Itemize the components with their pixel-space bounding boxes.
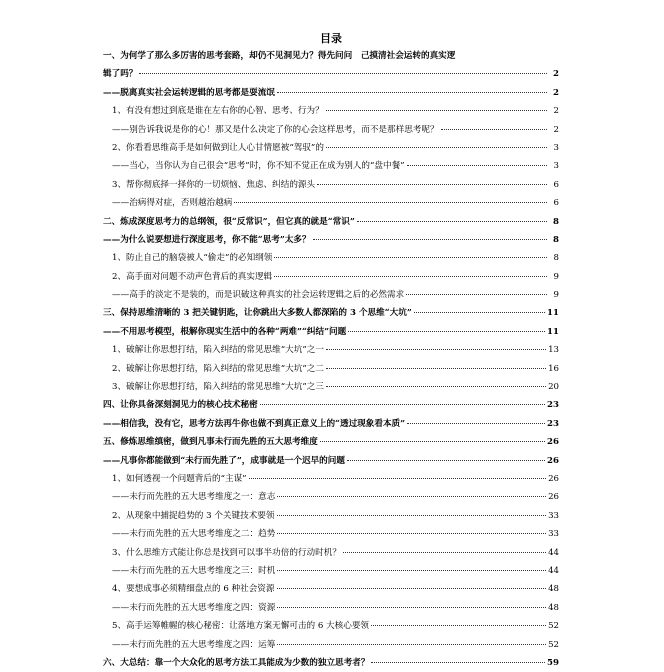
toc-page-number: 16 [548,363,559,374]
toc-page-number: 2 [553,87,559,98]
toc-entry[interactable] [103,470,559,488]
toc-entry[interactable] [103,544,559,562]
dot-leader [371,662,545,663]
toc-entry-text: 2、你看看思维高手是如何做到让人心甘情愿被“驾驭”的 [112,142,324,153]
toc-page-number: 33 [548,510,559,521]
toc-entry[interactable] [103,488,559,506]
toc-entry[interactable] [103,617,559,635]
toc-entry[interactable] [103,654,559,672]
toc-page-number: 23 [547,418,559,429]
toc-entry-text: 1、防止自己的脑袋被人“偷走”的必知纲领 [112,253,273,264]
dot-leader [139,73,547,74]
toc-entry-text: 三、保持思维清晰的 3 把关键钥匙，让你跳出大多数人都深陷的 3 个思维“大坑” [103,308,412,319]
toc-page-number: 26 [548,492,559,503]
toc-page-number: 48 [548,584,559,595]
toc-entry-text: 2、从现象中捕捉趋势的 3 个关键技术要领 [112,510,275,521]
toc-entry-text-continued: 辑了吗？ [103,69,138,80]
dot-leader [326,349,546,350]
toc-entry-text: ——未行而先胜的五大思考维度之四：运筹 [112,639,276,650]
dot-leader [277,588,547,589]
toc-entry-text: ——未行而先胜的五大思考维度之四：资源 [112,602,276,613]
dot-leader [277,515,547,516]
toc-entry[interactable] [103,452,559,470]
toc-page-number: 52 [548,621,559,632]
dot-leader [277,607,546,608]
toc-entry-text: ——相信我，没有它，思考方法再牛你也做不到真正意义上的“透过现象看本质” [103,418,406,429]
toc-page-number: 11 [547,326,559,337]
dot-leader [371,625,546,626]
toc-entry[interactable] [103,47,559,84]
toc-entry[interactable] [103,176,559,194]
dot-leader [277,496,546,497]
dot-leader [274,257,547,258]
toc-page-number: 52 [548,639,559,650]
toc-page-number: 23 [547,400,559,411]
toc-entry[interactable] [103,599,559,617]
toc-page-number: 2 [553,124,559,135]
dot-leader [277,644,546,645]
dot-leader [441,129,547,130]
dot-leader [234,202,547,203]
toc-entry[interactable] [103,268,559,286]
toc-entry-text: 六、大总结：靠一个大众化的思考方法工具能成为少数的独立思考者？ [103,657,370,668]
toc-entry[interactable] [103,304,559,322]
dot-leader [313,239,547,240]
toc-entry[interactable] [103,157,559,175]
toc-entry-text: ——治病得对症，否则越治越病 [112,198,233,209]
toc-page-number: 3 [553,161,559,172]
toc-page [103,30,559,672]
toc-entry-text: ——凡事你都能做到“未行而先胜了”，成事就是一个迟早的问题 [103,455,345,466]
dot-leader [277,92,547,93]
toc-list [103,47,559,672]
toc-entry-text: 3、帮你彻底择一择你的一切烦恼、焦虑、纠结的源头 [112,179,316,190]
toc-entry[interactable] [103,580,559,598]
dot-leader [277,533,546,534]
toc-page-number: 48 [548,602,559,613]
toc-page-number: 44 [548,565,559,576]
toc-entry[interactable] [103,286,559,304]
toc-entry[interactable] [103,562,559,580]
toc-entry[interactable] [103,213,559,231]
toc-entry[interactable] [103,636,559,654]
dot-leader [406,294,547,295]
toc-entry[interactable] [103,507,559,525]
toc-entry[interactable] [103,102,559,120]
toc-entry-text: 2、破解让你思想打结，陷入纠结的常见思维“大坑”之二 [112,363,324,374]
dot-leader [249,478,546,479]
toc-entry-text: ——未行而先胜的五大思考维度之一：意志 [112,492,276,503]
toc-entry[interactable] [103,525,559,543]
toc-entry[interactable] [103,415,559,433]
toc-entry-text: ——未行而先胜的五大思考维度之三：时机 [112,565,276,576]
toc-page-number: 8 [553,216,559,227]
toc-page-number: 59 [547,657,559,668]
toc-entry-text: 1、如何透视一个问题背后的“主谋” [112,474,247,484]
dot-leader [326,110,547,111]
toc-page-number: 20 [548,382,559,393]
toc-page-number: 6 [553,179,559,190]
toc-page-number: 3 [553,142,559,153]
toc-entry[interactable] [103,341,559,359]
dot-leader [347,460,545,461]
toc-page-number: 8 [553,234,559,245]
toc-page-number: 11 [547,308,559,319]
toc-entry-text: 1、有没有想过到底是谁在左右你的心智、思考、行为？ [112,106,324,117]
dot-leader [326,147,547,148]
toc-page-number: 6 [553,198,559,209]
toc-page-number: 13 [548,345,559,356]
toc-entry[interactable] [103,194,559,212]
dot-leader [348,331,545,332]
toc-page-number: 33 [548,529,559,540]
toc-entry-text: 5、高手运筹帷幄的核心秘密：让落地方案无懈可击的 6 大核心要领 [112,621,370,632]
toc-entry-text: ——脱离真实社会运转逻辑的思考都是耍流氓 [103,87,275,98]
dot-leader [357,221,547,222]
dot-leader [260,404,545,405]
toc-entry-text: 3、破解让你思想打结，陷入纠结的常见思维“大坑”之三 [112,382,324,393]
toc-entry[interactable] [103,396,559,414]
dot-leader [407,165,547,166]
toc-page-number: 26 [547,455,559,466]
toc-page-number: 9 [553,271,559,282]
toc-entry-text: 2、高手面对问题不动声色背后的真实逻辑 [112,271,273,282]
toc-entry[interactable] [103,231,559,249]
toc-entry-text: ——不用思考模型，根解你现实生活中的各种“两难”“纠结”问题 [103,326,347,337]
toc-page-number: 2 [553,69,559,80]
toc-entry-text: 1、破解让你思想打结，陷入纠结的常见思维“大坑”之一 [112,345,324,356]
toc-entry-text: ——高手的淡定不是装的，而是识破这种真实的社会运转逻辑之后的必然需求 [112,290,405,301]
toc-entry-text: 4、要想成事必须精细盘点的 6 种社会资源 [112,584,275,595]
toc-page-number: 8 [553,253,559,264]
toc-entry-text: 四、让你具备深刻洞见力的核心技术秘密 [103,400,258,411]
dot-leader [326,368,546,369]
dot-leader [277,570,546,571]
dot-leader [326,386,546,387]
dot-leader [414,312,545,313]
toc-entry[interactable] [103,433,559,451]
toc-page-number: 26 [548,474,559,484]
toc-entry[interactable] [103,323,559,341]
dot-leader [274,276,547,277]
dot-leader [407,423,545,424]
toc-entry[interactable] [103,121,559,139]
toc-page-number: 2 [553,106,559,117]
dot-leader [317,184,547,185]
toc-entry-text: 一、为何学了那么多厉害的思考套路，却仍不见洞见力？得先问问 己摸清社会运转的真实逻 [103,51,456,61]
toc-title: 目录 [320,32,342,45]
toc-entry[interactable] [103,360,559,378]
toc-entry-text: 五、修炼思维缜密，做到凡事未行而先胜的五大思考维度 [103,437,318,448]
toc-entry[interactable] [103,84,559,102]
toc-entry-text: ——为什么说要想进行深度思考，你不能“思考”太多？ [103,234,311,245]
toc-entry[interactable] [103,249,559,267]
toc-entry-text: 二、炼成深度思考力的总纲领，很“反常识”，但它真的就是“常识” [103,216,355,227]
toc-entry-text: ——当心，当你认为自己很会“思考”时，你不知不觉正在成为别人的“盘中餐” [112,161,405,172]
toc-page-number: 26 [547,437,559,448]
toc-page-number: 44 [548,547,559,558]
toc-page-number: 9 [553,290,559,301]
toc-entry[interactable] [103,378,559,396]
toc-entry[interactable] [103,139,559,157]
toc-entry-text: ——未行而先胜的五大思考维度之二：趋势 [112,529,276,540]
dot-leader [320,441,545,442]
dot-leader [343,552,546,553]
toc-entry-text: ——别告诉我说是你的心！那又是什么决定了你的心会这样思考，而不是那样思考呢？ [112,124,439,135]
toc-entry-text: 3、什么思维方式能让你总是找到可以事半功倍的行动时机？ [112,547,341,558]
